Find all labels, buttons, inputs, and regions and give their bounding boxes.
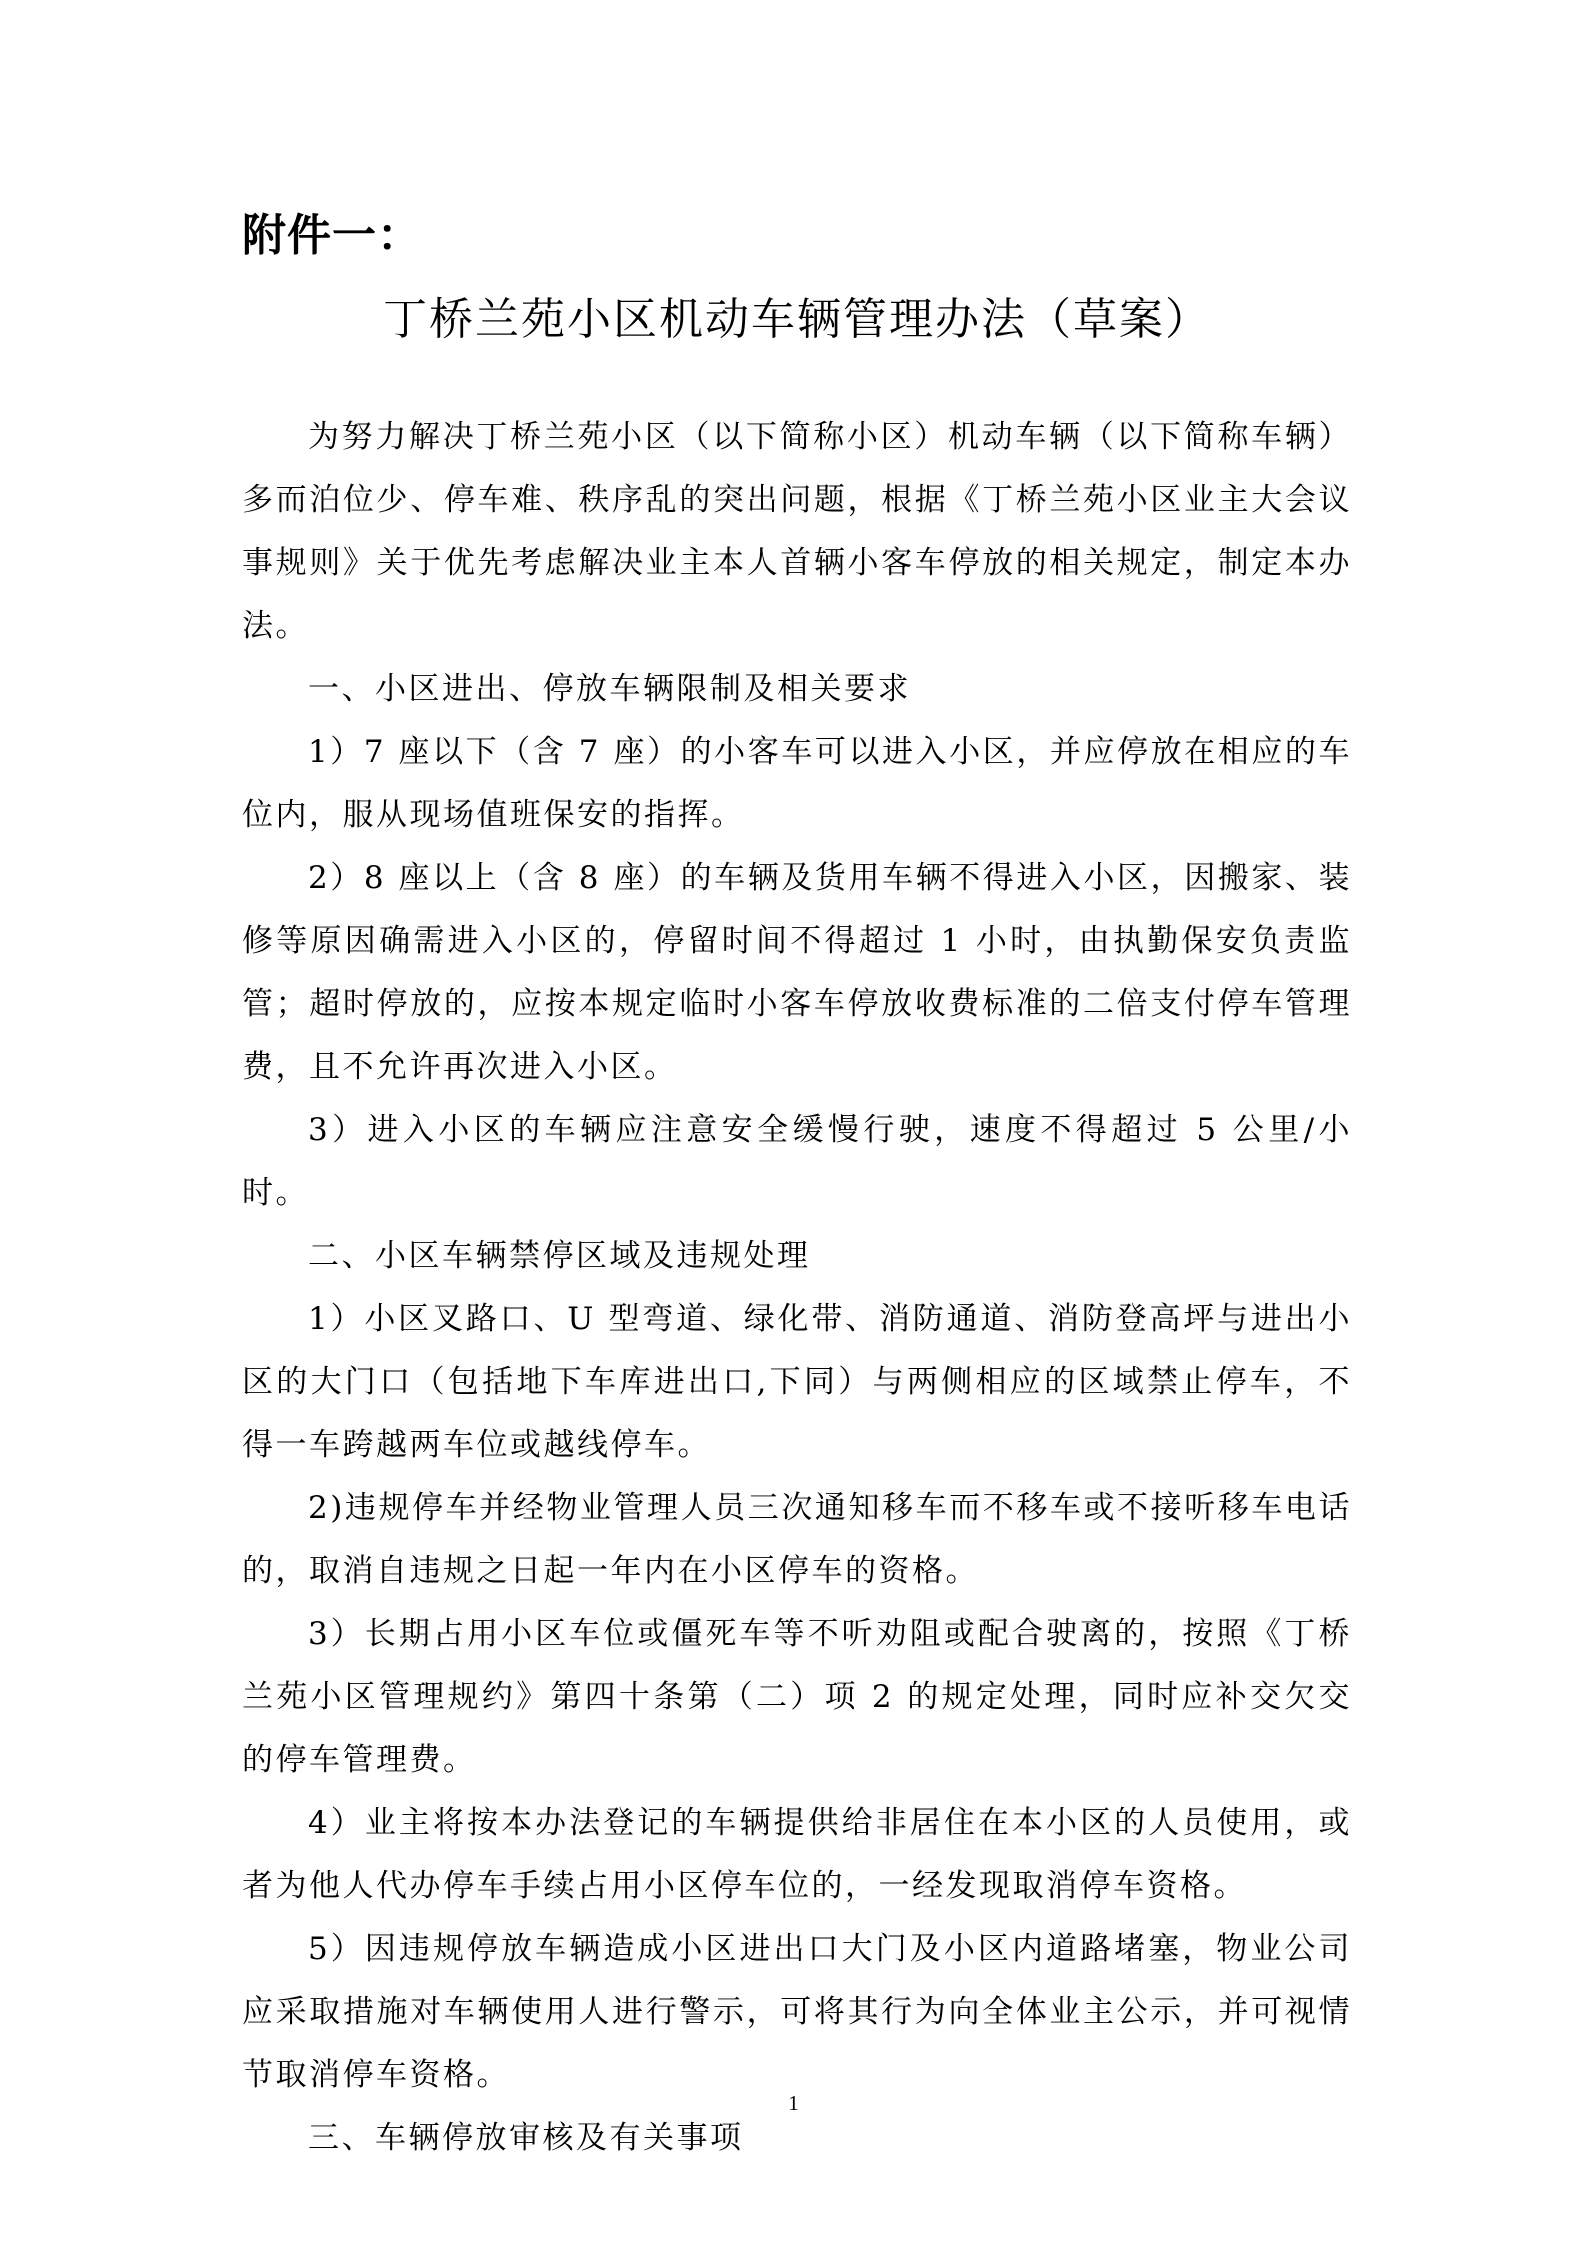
paragraph: 1）小区叉路口、U 型弯道、绿化带、消防通道、消防登高坪与进出小区的大门口（包括地下车库进出口,下同）与两侧相应的区域禁止停车，不得一车跨越两车位或越线停车。 — [242, 1301, 1352, 1463]
document-body — [242, 406, 1352, 2170]
section-heading-2: 二、小区车辆禁停区域及违规处理 — [308, 1238, 811, 1274]
paragraph: 3）长期占用小区车位或僵死车等不听劝阻或配合驶离的，按照《丁桥兰苑小区管理规约》第四十条第（二）项 2 的规定处理，同时应补交欠交的停车管理费。 — [242, 1616, 1352, 1778]
attachment-label: 附件一： — [242, 210, 422, 261]
section-heading-3: 三、车辆停放审核及有关事项 — [308, 2120, 744, 2156]
paragraph: 5）因违规停放车辆造成小区进出口大门及小区内道路堵塞，物业公司应采取措施对车辆使用人进行警示，可将其行为向全体业主公示，并可视情节取消停车资格。 — [242, 1931, 1352, 2093]
paragraph: 4）业主将按本办法登记的车辆提供给非居住在本小区的人员使用，或者为他人代办停车手续占用小区停车位的，一经发现取消停车资格。 — [242, 1805, 1352, 1904]
section-heading-1: 一、小区进出、停放车辆限制及相关要求 — [308, 671, 911, 707]
paragraph: 1）7 座以下（含 7 座）的小客车可以进入小区，并应停放在相应的车位内，服从现场值班保安的指挥。 — [242, 734, 1352, 833]
document-title: 丁桥兰苑小区机动车辆管理办法（草案） — [383, 294, 1211, 345]
paragraph-intro: 为努力解决丁桥兰苑小区（以下简称小区）机动车辆（以下简称车辆）多而泊位少、停车难、秩序乱的突出问题，根据《丁桥兰苑小区业主大会议事规则》关于优先考虑解决业主本人首辆小客车停放的相关规定，制定本办法。 — [242, 419, 1352, 644]
page-number: 1 — [788, 2091, 799, 2115]
paragraph: 2)违规停车并经物业管理人员三次通知移车而不移车或不接听移车电话的，取消自违规之日起一年内在小区停车的资格。 — [242, 1490, 1352, 1589]
paragraph: 3）进入小区的车辆应注意安全缓慢行驶，速度不得超过 5 公里/小时。 — [242, 1112, 1352, 1211]
paragraph: 2）8 座以上（含 8 座）的车辆及货用车辆不得进入小区，因搬家、装修等原因确需进入小区的，停留时间不得超过 1 小时，由执勤保安负责监管；超时停放的，应按本规定临时小客车停放收费标准的二倍支付停车管理费，且不允许再次进入小区。 — [242, 860, 1352, 1085]
